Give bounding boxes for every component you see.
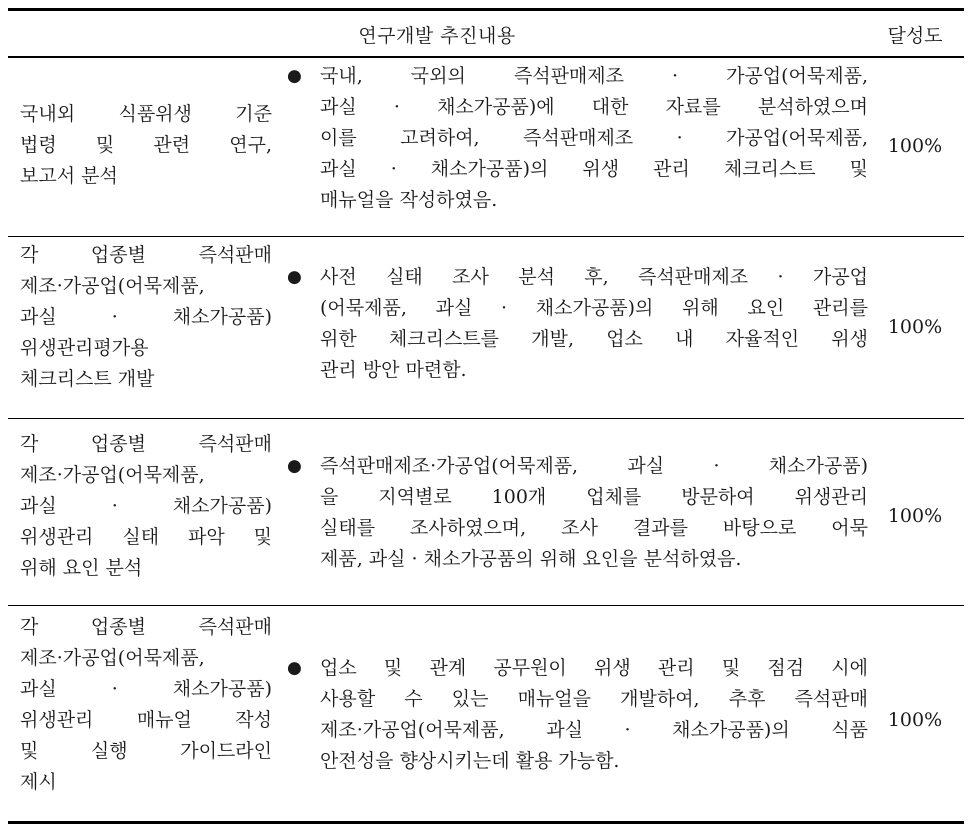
header-achievement-label: 달성도: [887, 25, 943, 47]
table-row: [8, 237, 964, 419]
content-line: 제조·가공업(어묵제품, 과실 · 채소가공품)의 식품: [320, 719, 868, 741]
task-line: 위생관리 실태 파악 및: [20, 526, 272, 548]
achievement-value: 100%: [887, 505, 943, 527]
bullet-icon: ●: [287, 658, 302, 678]
content-cell: [320, 451, 868, 575]
content-line: 과실 · 채소가공품)의 위생 관리 체크리스트 및: [320, 158, 868, 180]
content-line: 위한 체크리스트를 개발, 업소 내 자율적인 위생: [320, 328, 868, 350]
content-line: 과실 · 채소가공품)에 대한 자료를 분석하였으며: [320, 96, 868, 118]
table-row: [8, 419, 964, 606]
task-line: 과실 · 채소가공품): [20, 306, 272, 328]
task-line: 법령 및 관련 연구,: [20, 134, 272, 156]
table-header: [8, 11, 964, 58]
content-line: 국내, 국외의 즉석판매제조 · 가공업(어묵제품,: [320, 65, 868, 87]
content-line: 실태를 조사하였으며, 조사 결과를 바탕으로 어묵: [320, 517, 868, 539]
content-line: 업소 및 관계 공무원이 위생 관리 및 점검 시에: [320, 657, 868, 679]
task-line: 및 실행 가이드라인: [20, 740, 272, 762]
task-line: 과실 · 채소가공품): [20, 678, 272, 700]
task-line: 각 업종별 즉석판매: [20, 616, 272, 638]
task-line: 위해 요인 분석: [20, 557, 143, 579]
content-line: 제품, 과실 · 채소가공품의 위해 요인을 분석하였음.: [320, 548, 742, 570]
task-line: 위생관리평가용: [20, 337, 149, 359]
task-line: 위생관리 매뉴얼 작성: [20, 709, 272, 731]
task-cell: [20, 429, 272, 584]
content-line: 을 지역별로 100개 업체를 방문하여 위생관리: [320, 486, 868, 508]
achievement-value: 100%: [887, 135, 943, 157]
content-line: 매뉴얼을 작성하였음.: [320, 189, 498, 211]
table-row: [8, 606, 964, 820]
content-cell: [320, 653, 868, 777]
content-cell: [320, 61, 868, 216]
content-line: 안전성을 향상시키는데 활용 가능함.: [320, 750, 620, 772]
table-bottom-rule: [8, 821, 964, 824]
bullet-icon: ●: [287, 66, 302, 86]
achievement-value: 100%: [887, 709, 943, 731]
achievement-value: 100%: [887, 316, 943, 338]
content-line: 관리 방안 마련함.: [320, 359, 467, 381]
task-cell: [20, 612, 272, 798]
table-row: [8, 58, 964, 237]
header-content-label: 연구개발 추진내용: [358, 25, 516, 47]
content-line: 이를 고려하여, 즉석판매제조 · 가공업(어묵제품,: [320, 127, 868, 149]
task-line: 제시: [20, 771, 57, 793]
task-line: 각 업종별 즉석판매: [20, 244, 272, 266]
task-line: 각 업종별 즉석판매: [20, 433, 272, 455]
bullet-icon: ●: [287, 267, 302, 287]
task-line: 체크리스트 개발: [20, 368, 155, 390]
content-cell: [320, 262, 868, 386]
bullet-icon: ●: [287, 456, 302, 476]
content-line: 사용할 수 있는 매뉴얼을 개발하여, 추후 즉석판매: [320, 688, 868, 710]
task-cell: [20, 240, 272, 395]
task-line: 제조·가공업(어묵제품,: [20, 275, 205, 297]
task-line: 제조·가공업(어묵제품,: [20, 647, 205, 669]
task-line: 과실 · 채소가공품): [20, 495, 272, 517]
content-line: (어묵제품, 과실 · 채소가공품)의 위해 요인 관리를: [320, 297, 868, 319]
content-line: 사전 실태 조사 분석 후, 즉석판매제조 · 가공업: [320, 266, 868, 288]
content-line: 즉석판매제조·가공업(어묵제품, 과실 · 채소가공품): [320, 455, 868, 477]
task-line: 보고서 분석: [20, 165, 118, 187]
task-cell: [20, 99, 272, 192]
task-line: 제조·가공업(어묵제품,: [20, 464, 205, 486]
task-line: 국내외 식품위생 기준: [20, 103, 272, 125]
